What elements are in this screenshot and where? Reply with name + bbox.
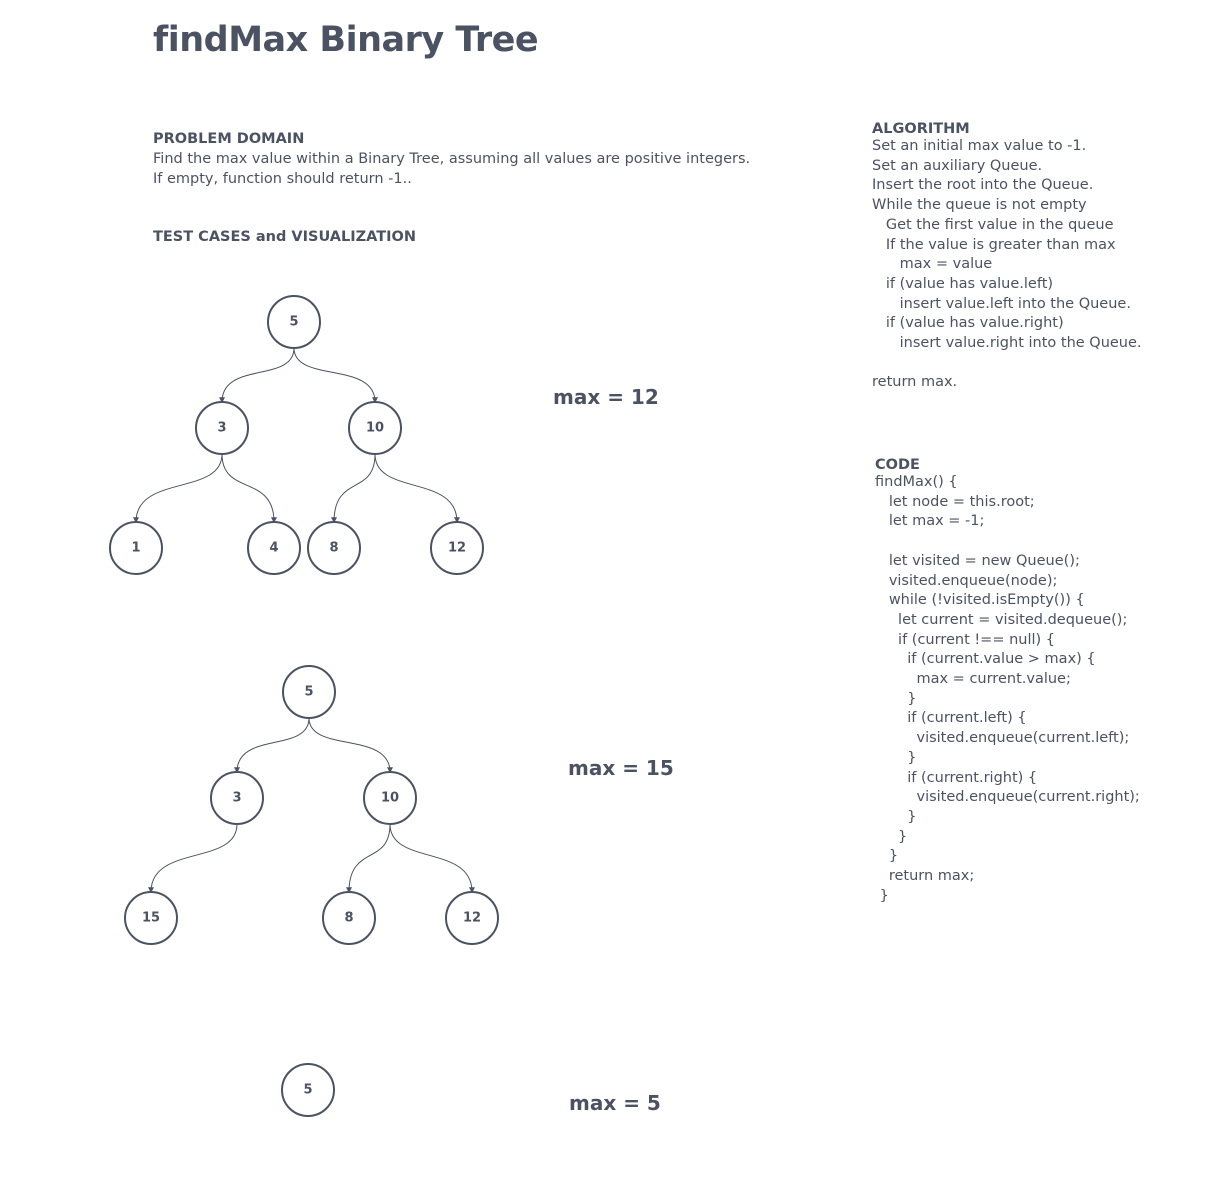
tree-1-result: max = 12 — [553, 385, 659, 409]
tree-node-value: 8 — [329, 540, 339, 556]
algorithm-line: insert value.right into the Queue. — [872, 335, 1142, 352]
tree-node-value: 12 — [447, 540, 467, 556]
tree-node-value: 10 — [365, 420, 385, 436]
code-line: visited.enqueue(current.right); — [875, 789, 1140, 806]
tree-edge — [309, 718, 390, 772]
tree-edge — [136, 454, 222, 522]
tree-node-value: 5 — [289, 314, 299, 330]
tree-2 — [125, 666, 498, 944]
code-line: findMax() { — [875, 474, 958, 490]
tree-2-result: max = 15 — [568, 756, 674, 780]
tree-node-value: 3 — [217, 420, 227, 436]
algorithm-line: Set an initial max value to -1. — [872, 138, 1087, 154]
tree-edge — [151, 824, 237, 892]
code-section — [875, 457, 1215, 906]
code-line: let node = this.root; — [875, 493, 1035, 510]
tree-edge — [349, 824, 390, 892]
code-line: while (!visited.isEmpty()) { — [875, 592, 1085, 609]
code-line: let visited = new Queue(); — [875, 552, 1080, 569]
tree-1 — [110, 296, 483, 574]
tree-node-value: 4 — [269, 540, 279, 556]
tree-node-value: 5 — [303, 1082, 313, 1098]
code-heading: CODE — [875, 457, 920, 473]
tree-edge — [222, 348, 294, 402]
tree-node-value: 10 — [380, 790, 400, 806]
code-line: max = current.value; — [875, 671, 1071, 688]
code-line: if (current.left) { — [875, 710, 1027, 727]
code-line: } — [875, 808, 917, 825]
algorithm-line: Insert the root into the Queue. — [872, 177, 1094, 194]
algorithm-line: max = value — [872, 256, 993, 273]
code-line: if (current.value > max) { — [875, 651, 1096, 668]
code-line: let max = -1; — [875, 513, 985, 530]
tree-edge — [222, 454, 274, 522]
code-line: } — [875, 887, 889, 904]
tree-edge — [375, 454, 457, 522]
tree-edge — [237, 718, 309, 772]
code-line: } — [875, 828, 908, 845]
test-cases-heading: TEST CASES and VISUALIZATION — [153, 229, 417, 245]
code-line: if (current.right) { — [875, 769, 1038, 786]
code-line: visited.enqueue(node); — [875, 572, 1058, 589]
tree-3 — [282, 1064, 334, 1116]
algorithm-line: Get the first value in the queue — [872, 216, 1114, 233]
tree-3-result: max = 5 — [569, 1091, 661, 1115]
problem-domain-heading: PROBLEM DOMAIN — [153, 131, 305, 147]
algorithm-lines — [872, 137, 1212, 393]
code-line: } — [875, 848, 899, 865]
algorithm-section — [872, 121, 1212, 393]
algorithm-heading: ALGORITHM — [872, 121, 970, 137]
algorithm-line: Set an auxiliary Queue. — [872, 157, 1043, 174]
code-line: visited.enqueue(current.left); — [875, 730, 1130, 747]
algorithm-line: If the value is greater than max — [872, 236, 1116, 253]
problem-domain-text: Find the max value within a Binary Tree, assuming all values are positive integers. If empty, function should return -1.. — [153, 151, 751, 187]
tree-node-value: 1 — [131, 540, 141, 556]
algorithm-line: return max. — [872, 374, 958, 391]
tree-node-value: 15 — [141, 910, 161, 926]
algorithm-line: insert value.left into the Queue. — [872, 295, 1131, 312]
tree-node-value: 12 — [462, 910, 482, 926]
code-line: } — [875, 690, 917, 707]
code-line: let current = visited.dequeue(); — [875, 611, 1128, 628]
code-line — [875, 532, 1215, 552]
code-line: return max; — [875, 868, 975, 885]
tree-edge — [390, 824, 472, 892]
tree-node-value: 5 — [304, 684, 314, 700]
algorithm-line: if (value has value.left) — [872, 275, 1054, 292]
algorithm-line: if (value has value.right) — [872, 315, 1064, 332]
tree-edge — [334, 454, 375, 522]
algorithm-line — [872, 354, 1212, 374]
tree-edge — [294, 348, 375, 402]
page-title: findMax Binary Tree — [153, 20, 539, 60]
tree-node-value: 8 — [344, 910, 354, 926]
code-lines — [875, 473, 1215, 906]
code-line: if (current !== null) { — [875, 631, 1056, 648]
code-line: } — [875, 749, 917, 766]
algorithm-line: While the queue is not empty — [872, 197, 1087, 214]
tree-node-value: 3 — [232, 790, 242, 806]
